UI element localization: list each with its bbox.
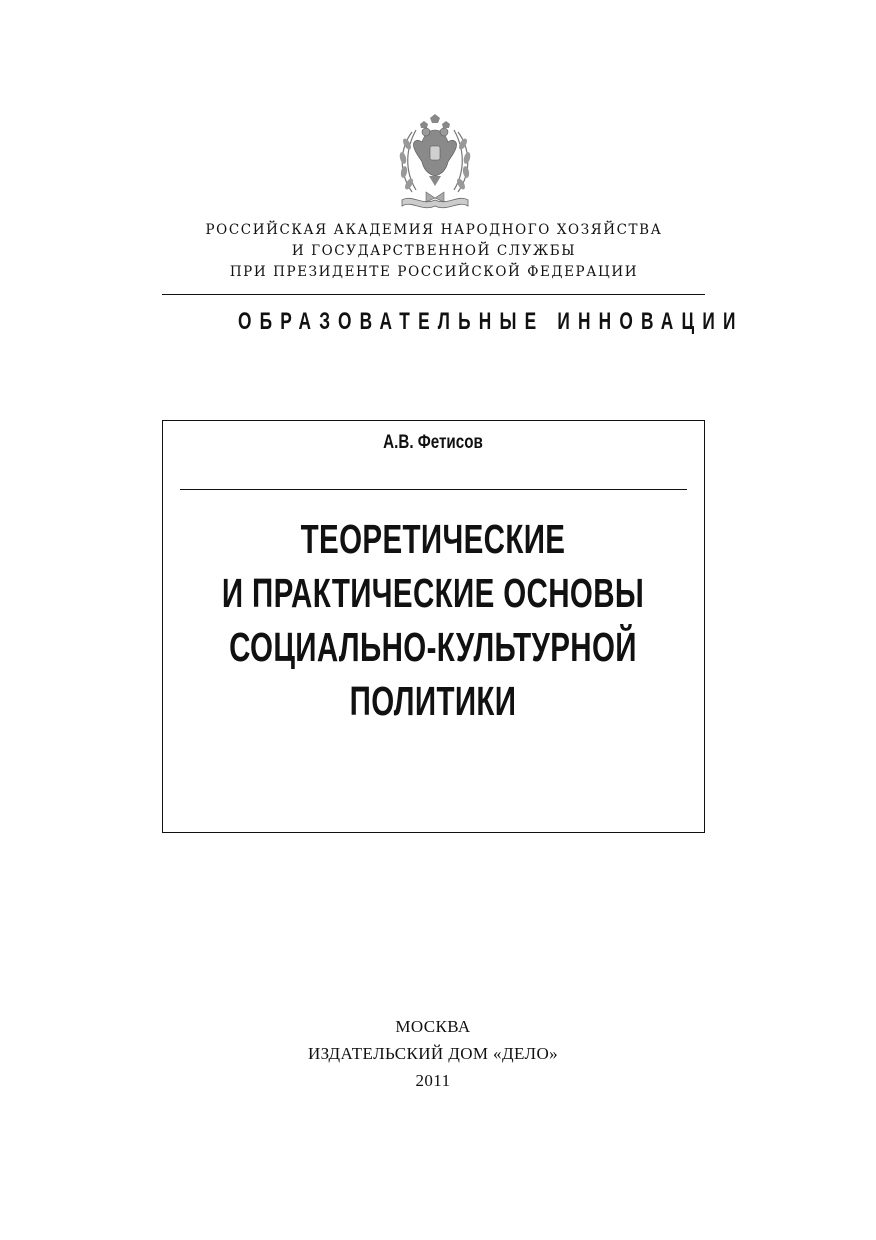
book-title-line-4: ПОЛИТИКИ xyxy=(349,678,517,724)
book-title xyxy=(0,512,866,728)
double-headed-eagle-emblem-icon xyxy=(392,114,478,214)
imprint-publisher: ИЗДАТЕЛЬСКИЙ ДОМ «ДЕЛО» xyxy=(307,1044,559,1063)
academy-name xyxy=(0,220,868,283)
imprint-city: МОСКВА xyxy=(395,1017,471,1036)
imprint xyxy=(0,1013,866,1094)
book-title-line-1: ТЕОРЕТИЧЕСКИЕ xyxy=(300,516,566,562)
book-title-line-2: И ПРАКТИЧЕСКИЕ ОСНОВЫ xyxy=(221,570,645,616)
book-title-line-3: СОЦИАЛЬНО-КУЛЬТУРНОЙ xyxy=(229,624,637,670)
header-divider xyxy=(162,294,705,295)
author-name: А.В. Фетисов xyxy=(383,432,483,453)
imprint-year: 2011 xyxy=(415,1071,451,1090)
series-title: ОБРАЗОВАТЕЛЬНЫЕ ИННОВАЦИИ xyxy=(238,308,744,335)
author-divider xyxy=(180,489,687,490)
academy-line-1: РОССИЙСКАЯ АКАДЕМИЯ НАРОДНОГО ХОЗЯЙСТВА xyxy=(205,222,663,238)
academy-line-2: И ГОСУДАРСТВЕННОЙ СЛУЖБЫ xyxy=(291,243,577,259)
academy-line-3: ПРИ ПРЕЗИДЕНТЕ РОССИЙСКОЙ ФЕДЕРАЦИИ xyxy=(229,264,639,280)
